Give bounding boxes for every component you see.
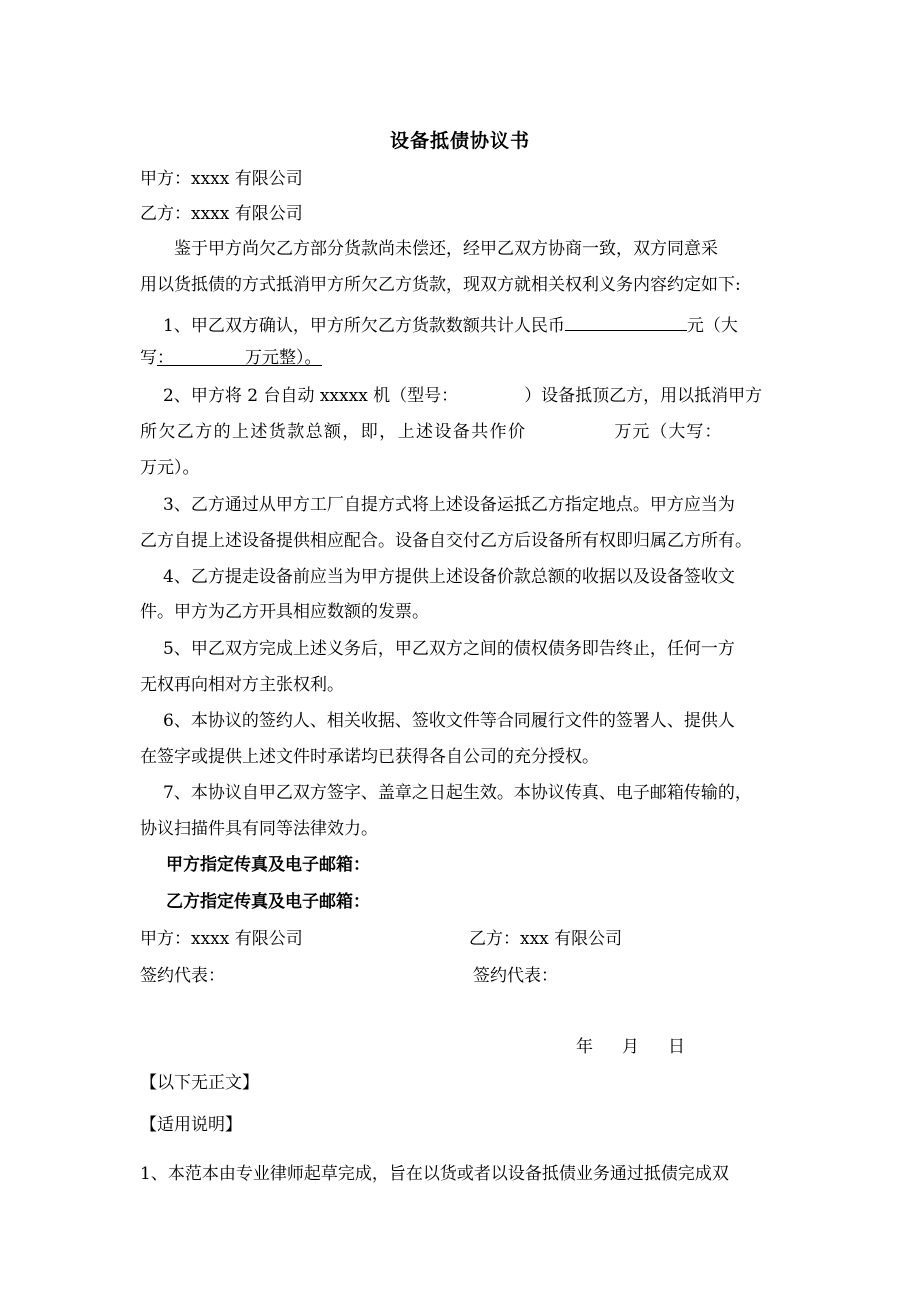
clause-1-text-d: 万元整）。 <box>245 348 322 368</box>
amount-blank <box>565 312 687 331</box>
party-b-line: 乙方：xxxx 有限公司 <box>140 204 303 224</box>
clause-1-line-1 <box>163 312 738 337</box>
clause-2-text-c: 所欠乙方的上述货款总额，即，上述设备共作价 <box>140 422 527 442</box>
intro-line-2: 用以货抵债的方式抵消甲方所欠乙方货款，现双方就相关权利义务内容约定如下: <box>140 275 741 295</box>
notes-heading: 【适用说明】 <box>140 1115 242 1135</box>
date-year: 年 <box>576 1037 593 1057</box>
document-title: 设备抵债协议书 <box>389 130 530 152</box>
clause-2-line-1 <box>163 385 762 407</box>
clause-7-line-2: 协议扫描件具有同等法律效力。 <box>140 819 378 839</box>
clause-6-line-2: 在签字或提供上述文件时承诺均已获得各自公司的充分授权。 <box>140 747 599 767</box>
amount-words-blank: ： <box>157 347 245 366</box>
clause-2-text-b: ）设备抵顶乙方，用以抵消甲方 <box>524 386 763 406</box>
clause-2-line-2 <box>140 421 722 443</box>
party-b-fax-email: 乙方指定传真及电子邮箱： <box>166 892 370 912</box>
clause-2-text-d: 万元（大写： <box>614 422 723 442</box>
end-of-text-mark: 【以下无正文】 <box>140 1073 259 1093</box>
party-a-line: 甲方：xxxx 有限公司 <box>140 169 303 189</box>
signature-rep-a: 签约代表： <box>140 966 225 986</box>
note-1-line-1: 1、本范本由专业律师起草完成，旨在以货或者以设备抵债业务通过抵债完成双 <box>140 1164 729 1184</box>
clause-7-line-1: 7、本协议自甲乙双方签字、盖章之日起生效。本协议传真、电子邮箱传输的， <box>163 783 752 803</box>
clause-6-line-1: 6、本协议的签约人、相关收据、签收文件等合同履行文件的签署人、提供人 <box>163 711 735 731</box>
clause-4-line-2: 件。甲方为乙方开具相应数额的发票。 <box>140 602 429 622</box>
clause-3-line-2: 乙方自提上述设备提供相应配合。设备自交付乙方后设备所有权即归属乙方所有。 <box>140 531 752 551</box>
clause-1-text-c: 写 <box>140 348 157 368</box>
clause-2-text-a: 2、甲方将 2 台自动 xxxxx 机（型号： <box>163 386 459 406</box>
clause-5-line-2: 无权再向相对方主张权利。 <box>140 675 344 695</box>
clause-1-line-2 <box>140 347 322 369</box>
clause-4-line-1: 4、乙方提走设备前应当为甲方提供上述设备价款总额的收据以及设备签收文 <box>163 567 735 587</box>
clause-1-text-a: 1、甲乙双方确认，甲方所欠乙方货款数额共计人民币 <box>163 316 565 336</box>
signature-party-b: 乙方：xxx 有限公司 <box>469 929 623 949</box>
clause-3-line-1: 3、乙方通过从甲方工厂自提方式将上述设备运抵乙方指定地点。甲方应当为 <box>163 495 735 515</box>
party-a-fax-email: 甲方指定传真及电子邮箱： <box>166 855 370 875</box>
clause-5-line-1: 5、甲乙双方完成上述义务后，甲乙双方之间的债权债务即告终止，任何一方 <box>163 639 735 659</box>
intro-line-1: 鉴于甲方尚欠乙方部分货款尚未偿还，经甲乙双方协商一致，双方同意采 <box>174 239 718 259</box>
signature-party-a: 甲方：xxxx 有限公司 <box>140 929 303 949</box>
date-month: 月 <box>622 1037 639 1057</box>
clause-2-line-3: 万元）。 <box>140 458 200 478</box>
date-day: 日 <box>668 1037 685 1057</box>
clause-1-text-b: 元（大 <box>686 316 738 336</box>
signature-rep-b: 签约代表： <box>473 966 558 986</box>
